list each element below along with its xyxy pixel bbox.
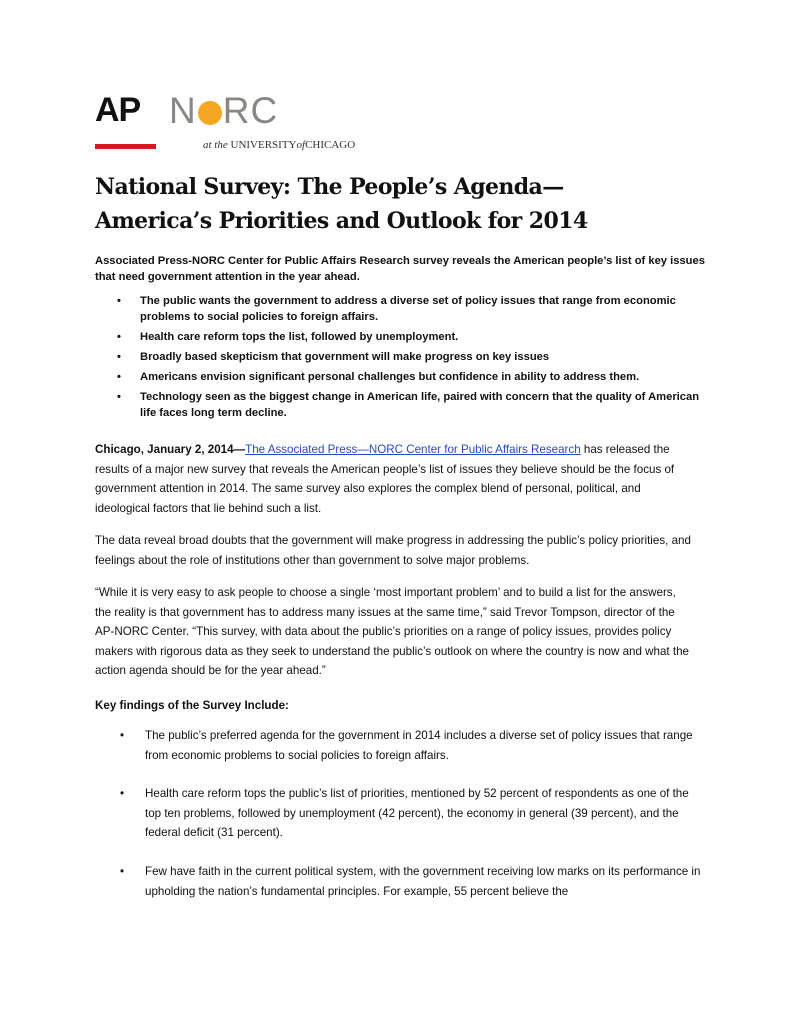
logo-norc-n: N	[169, 90, 197, 131]
highlight-item	[95, 329, 715, 345]
key-finding-list	[95, 784, 705, 843]
bullet-icon: •	[117, 295, 121, 307]
dateline: Chicago, January 2, 2014—	[95, 443, 246, 456]
paragraph-dateline-rest: has released the results of a major new survey that reveals the American people’s list of issues they believe should be the focus of government attention in 2014. The same survey also explores the complex blend of personal, political, and ideological factors that lie behind such a list.	[95, 443, 675, 515]
bullet-icon: •	[117, 391, 121, 403]
bullet-icon: •	[120, 787, 125, 800]
key-finding-text: Few have faith in the current political system, with the government receiving low marks on its performance in upholding the nation’s fundamental principles. For example, 55 percent believe the	[145, 865, 701, 898]
paragraph-quote: “While it is very easy to ask people to choose a single ‘most important problem’ and to build a list for the answers, the reality is that government has to address many issues at the same time,” said Trevor Tompson, director of the AP-NORC Center. “This survey, with data about the public’s priorities on a range of policy issues, provides policy makers with rigorous data as they seek to understand the public’s outlook on where the country is now and what the action agenda should be for the year ahead.”	[95, 586, 689, 677]
ap-norc-center-link[interactable]: The Associated Press—NORC Center for Public Affairs Research	[245, 443, 581, 456]
key-finding-list	[95, 726, 705, 765]
logo-norc-rc: RC	[222, 90, 279, 131]
key-finding-text: The public’s preferred agenda for the government in 2014 includes a diverse set of policy issues that range from economic problems to social policies to foreign affairs.	[145, 729, 693, 762]
bullet-icon: •	[120, 865, 125, 878]
norc-o-circle-icon	[198, 101, 222, 125]
intro-summary: Associated Press-NORC Center for Public Affairs Research survey reveals the American people’s list of key issues that need government attention in the year ahead.	[95, 255, 705, 283]
paragraph-doubts: The data reveal broad doubts that the government will make progress in addressing the public’s policy priorities, and feelings about the role of institutions other than government to solve major problems.	[95, 534, 691, 567]
logo-red-bar	[95, 144, 156, 149]
bullet-icon: •	[117, 331, 121, 343]
highlight-item	[95, 349, 715, 365]
key-finding-item	[95, 862, 705, 901]
title-line-2: America’s Priorities and Outlook for 2014	[95, 208, 588, 234]
key-finding-item	[95, 784, 705, 843]
highlights-list	[95, 293, 715, 425]
bullet-icon: •	[120, 729, 125, 742]
key-finding-text: Health care reform tops the public’s list of priorities, mentioned by 52 percent of respondents as one of the top ten problems, followed by unemployment (42 percent), the economy in general (39 percent), and the federal deficit (31 percent).	[145, 787, 689, 839]
logo-sub-at: at the	[203, 139, 231, 151]
highlight-text: Technology seen as the biggest change in American life, paired with concern that the quality of American life faces long term decline.	[140, 391, 700, 419]
highlight-item	[95, 369, 715, 385]
ap-norc-logo	[95, 92, 395, 160]
title-line-1: National Survey: The People’s Agenda—	[95, 174, 564, 200]
logo-sub-of: of	[296, 139, 306, 151]
logo-sub-chicago: CHICAGO	[305, 139, 356, 151]
bullet-icon: •	[117, 371, 121, 383]
key-findings-heading: Key findings of the Survey Include:	[95, 699, 289, 712]
highlight-item	[95, 389, 715, 421]
highlight-text: Health care reform tops the list, followed by unemployment.	[140, 331, 459, 343]
highlight-text: Americans envision significant personal challenges but confidence in ability to address them.	[140, 371, 640, 383]
logo-norc-text	[169, 92, 278, 130]
logo-university-line	[203, 139, 355, 151]
highlight-text: Broadly based skepticism that government will make progress on key issues	[140, 351, 550, 363]
key-finding-list	[95, 862, 705, 901]
bullet-icon: •	[117, 351, 121, 363]
logo-sub-univ: UNIVERSITY	[230, 139, 297, 151]
key-finding-item	[95, 726, 705, 765]
highlight-text: The public wants the government to address a diverse set of policy issues that range from economic problems to social policies to foreign affairs.	[140, 295, 676, 323]
document-title	[95, 170, 715, 238]
logo-ap-text: AP	[95, 91, 141, 129]
paragraph-dateline	[95, 440, 695, 518]
highlight-item	[95, 293, 715, 325]
